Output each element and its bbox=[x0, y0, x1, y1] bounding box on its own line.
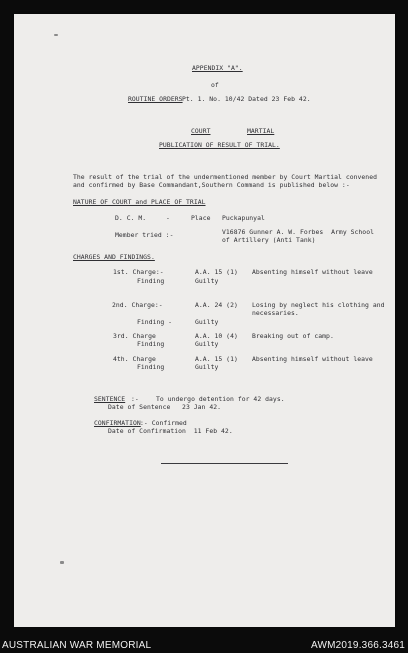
finding-label: Finding bbox=[137, 363, 165, 371]
place-value: Puckapunyal bbox=[222, 214, 265, 222]
closing-rule bbox=[161, 463, 288, 464]
court-type: D. C. M. bbox=[115, 214, 147, 222]
member-line-2: of Artillery (Anti Tank) bbox=[222, 236, 316, 244]
court-dash: - bbox=[166, 214, 170, 222]
paper-blemish bbox=[54, 34, 58, 36]
member-label: Member tried :- bbox=[115, 231, 174, 239]
charge-description: Absenting himself without leave bbox=[252, 355, 373, 363]
publication-heading: PUBLICATION OF RESULT OF TRIAL. bbox=[159, 141, 280, 149]
finding-label: Finding bbox=[137, 277, 165, 285]
footer-accession-number: AWM2019.366.3461 bbox=[310, 640, 405, 651]
finding-value: Guilty bbox=[195, 277, 219, 285]
finding-value: Guilty bbox=[195, 363, 219, 371]
document-page bbox=[14, 14, 395, 627]
footer-institution: AUSTRALIAN WAR MEMORIAL bbox=[2, 640, 152, 651]
intro-line-2: and confirmed by Base Commandant,Southern Command is published below :- bbox=[73, 181, 350, 189]
of-text: of bbox=[211, 81, 219, 89]
intro-line-1: The result of the trial of the undermentioned member by Court Martial convened bbox=[73, 173, 378, 181]
place-label: Place bbox=[191, 214, 211, 222]
nature-heading: NATURE OF COURT and PLACE OF TRIAL bbox=[73, 198, 206, 206]
charge-section: A.A. 24 (2) bbox=[195, 301, 238, 309]
charge-description: Absenting himself without leave bbox=[252, 268, 373, 276]
sentence-date: Date of Sentence 23 Jan 42. bbox=[108, 403, 222, 411]
finding-value: Guilty bbox=[195, 318, 219, 326]
paper-blemish bbox=[60, 561, 64, 564]
appendix-heading: APPENDIX "A". bbox=[192, 64, 243, 72]
charge-section: A.A. 15 (1) bbox=[195, 355, 238, 363]
finding-value: Guilty bbox=[195, 340, 219, 348]
sentence-separator: :- bbox=[131, 395, 139, 403]
finding-label: Finding bbox=[137, 340, 165, 348]
orders-label: ROUTINE ORDERS bbox=[128, 95, 183, 103]
charge-section: A.A. 15 (1) bbox=[195, 268, 238, 276]
charge-description: Breaking out of camp. bbox=[252, 332, 334, 340]
sentence-text: To undergo detention for 42 days. bbox=[156, 395, 285, 403]
confirmation-text: :- Confirmed bbox=[140, 419, 187, 427]
finding-label: Finding - bbox=[137, 318, 173, 326]
charge-label: 3rd. Charge bbox=[113, 332, 156, 340]
confirmation-date: Date of Confirmation 11 Feb 42. bbox=[108, 427, 233, 435]
charge-label: 4th. Charge bbox=[113, 355, 156, 363]
orders-reference: Pt. 1. No. 10/42 Dated 23 Feb 42. bbox=[182, 95, 311, 103]
member-line-1: V16876 Gunner A. W. Forbes Army School bbox=[222, 228, 375, 236]
confirmation-label: CONFIRMATION bbox=[94, 419, 141, 427]
charge-label: 1st. Charge:- bbox=[113, 268, 164, 276]
sentence-label: SENTENCE bbox=[94, 395, 126, 403]
martial-heading: MARTIAL bbox=[247, 127, 275, 135]
charges-heading: CHARGES AND FINDINGS. bbox=[73, 253, 155, 261]
charge-section: A.A. 10 (4) bbox=[195, 332, 238, 340]
charge-description: Losing by neglect his clothing and bbox=[252, 301, 385, 309]
charge-label: 2nd. Charge:- bbox=[112, 301, 163, 309]
charge-description-continued: necessaries. bbox=[252, 309, 299, 317]
court-heading: COURT bbox=[191, 127, 211, 135]
